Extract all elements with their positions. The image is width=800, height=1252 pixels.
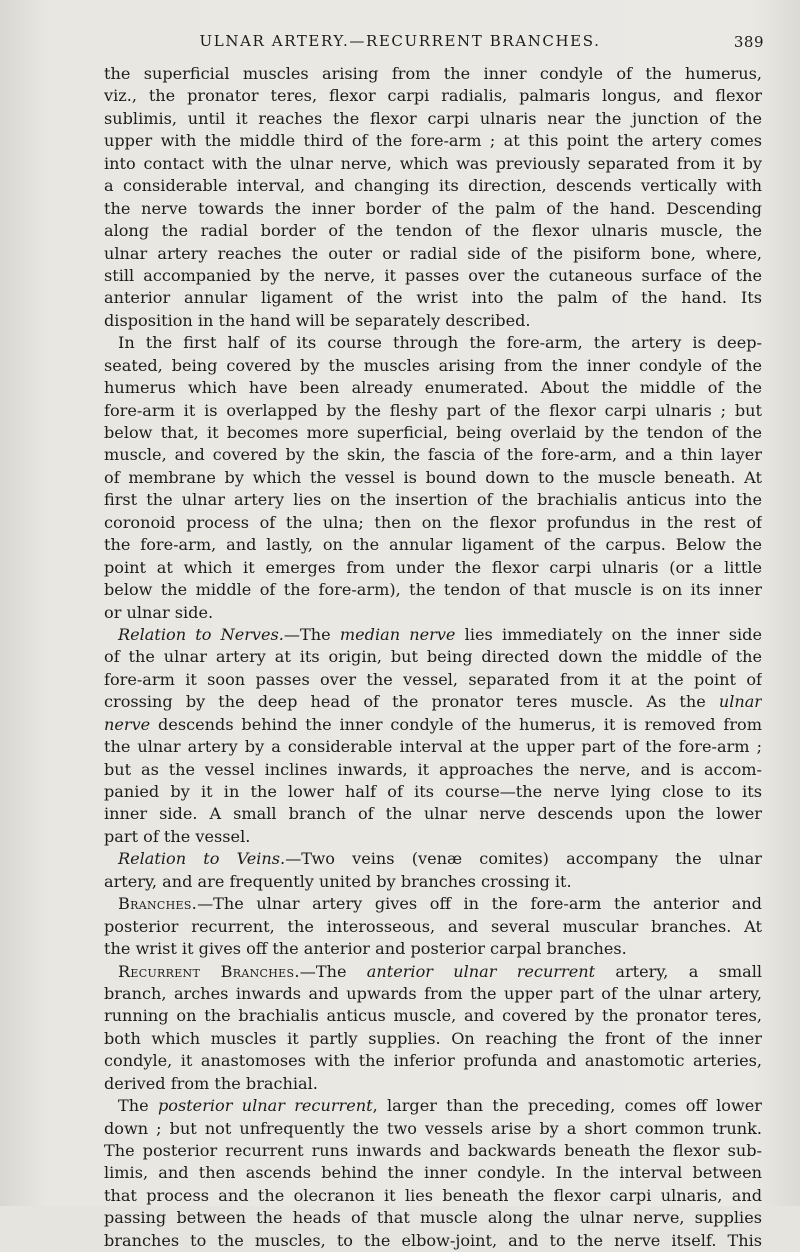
text-line: into contact with the ulnar nerve, which was previously separated from it by: [104, 153, 762, 173]
text-line: down ; but not unfrequently the two vessels arise by a short common trunk.: [104, 1118, 762, 1138]
text-line: passing between the heads of that muscle along the ulnar nerve, supplies: [104, 1208, 762, 1228]
text-line: derived from the brachial.: [104, 1073, 318, 1093]
text-line: that process and the olecranon it lies beneath the flexor carpi ulnaris, and: [104, 1185, 762, 1205]
text-line: muscle, and covered by the skin, the fascia of the fore-arm, and a thin layer: [104, 445, 762, 465]
text-line: along the radial border of the tendon of the flexor ulnaris muscle, the: [104, 221, 762, 241]
text-line: The posterior ulnar recurrent, larger than the preceding, comes off lower: [118, 1096, 762, 1116]
text-line: upper with the middle third of the fore-arm ; at this point the artery comes: [104, 131, 762, 151]
text-line: or ulnar side.: [104, 602, 214, 622]
running-head-title: ULNAR ARTERY.—RECURRENT BRANCHES.: [199, 32, 601, 50]
text-line: ulnar artery reaches the outer or radial side of the pisiform bone, where,: [104, 243, 762, 263]
text-line: sublimis, until it reaches the flexor carpi ulnaris near the junction of the: [104, 108, 762, 128]
text-line: artery, and are frequently united by branches crossing it.: [104, 871, 572, 891]
text-line: branches to the muscles, to the elbow-joint, and to the nerve itself. This: [104, 1230, 762, 1250]
text-line: fore-arm it soon passes over the vessel, separated from it at the point of: [104, 669, 762, 689]
text-line: anterior annular ligament of the wrist into the palm of the hand. Its: [104, 288, 762, 308]
text-line: coronoid process of the ulna; then on the flexor profundus in the rest of: [104, 512, 762, 532]
text-line: still accompanied by the nerve, it passes over the cutaneous surface of the: [104, 265, 762, 285]
text-line: Relation to Nerves.—The median nerve lies immediately on the inner side: [118, 624, 762, 644]
text-line: Relation to Veins.—Two veins (venæ comites) accompany the ulnar: [118, 849, 762, 869]
text-line: part of the vessel.: [104, 826, 251, 846]
running-head: [0, 32, 800, 54]
text-line: both which muscles it partly supplies. On reaching the front of the inner: [104, 1028, 762, 1048]
text-line: panied by it in the lower half of its course—the nerve lying close to its: [104, 782, 762, 801]
text-line: below that, it becomes more superficial, being overlaid by the tendon of the: [104, 423, 762, 442]
text-line: humerus which have been already enumerated. About the middle of the: [104, 378, 762, 398]
text-line: condyle, it anastomoses with the inferior profunda and anastomotic arteries,: [104, 1051, 762, 1071]
text-line: the superficial muscles arising from the inner condyle of the humerus,: [104, 64, 762, 83]
text-line: Recurrent Branches.—The anterior ulnar recurrent artery, a small: [118, 961, 762, 981]
text-line: seated, being covered by the muscles arising from the inner condyle of the: [104, 355, 762, 375]
text-line: In the first half of its course through the fore-arm, the artery is deep-: [118, 333, 762, 353]
text-line: fore-arm it is overlapped by the fleshy part of the flexor carpi ulnaris ; but: [104, 400, 762, 420]
text-line: running on the brachialis anticus muscle, and covered by the pronator teres,: [104, 1006, 762, 1026]
page-number: 389: [733, 33, 764, 51]
text-line: of the ulnar artery at its origin, but being directed down the middle of the: [104, 647, 762, 667]
text-line: the nerve towards the inner border of the palm of the hand. Descending: [104, 198, 762, 218]
text-line: disposition in the hand will be separately described.: [104, 310, 531, 330]
text-line: the wrist it gives off the anterior and posterior carpal branches.: [104, 939, 627, 959]
text-line: a considerable interval, and changing its direction, descends vertically with: [104, 176, 762, 196]
text-line: inner side. A small branch of the ulnar nerve descends upon the lower: [104, 804, 762, 824]
body-text: [104, 63, 762, 1252]
text-line: crossing by the deep head of the pronator teres muscle. As the ulnar: [104, 692, 762, 712]
text-line: below the middle of the fore-arm), the tendon of that muscle is on its inner: [104, 580, 762, 600]
text-line: limis, and then ascends behind the inner condyle. In the interval between: [104, 1163, 762, 1183]
text-line: Branches.—The ulnar artery gives off in the fore-arm the anterior and: [118, 894, 762, 914]
text-line: viz., the pronator teres, flexor carpi radialis, palmaris longus, and flexor: [104, 86, 762, 106]
text-line: posterior recurrent, the interosseous, and several muscular branches. At: [104, 916, 762, 936]
text-line: The posterior recurrent runs inwards and backwards beneath the flexor sub-: [104, 1141, 762, 1160]
text-line: but as the vessel inclines inwards, it approaches the nerve, and is accom-: [104, 759, 762, 779]
text-line: the ulnar artery by a considerable interval at the upper part of the fore-arm ;: [104, 737, 762, 757]
text-line: branch, arches inwards and upwards from the upper part of the ulnar artery,: [104, 983, 762, 1003]
text-line: point at which it emerges from under the flexor carpi ulnaris (or a little: [104, 557, 762, 577]
text-line: first the ulnar artery lies on the insertion of the brachialis anticus into the: [104, 490, 762, 510]
text-line: the fore-arm, and lastly, on the annular ligament of the carpus. Below the: [104, 535, 762, 555]
text-line: nerve descends behind the inner condyle of the humerus, it is removed from: [104, 714, 762, 734]
text-line: of membrane by which the vessel is bound down to the muscle beneath. At: [104, 467, 762, 487]
